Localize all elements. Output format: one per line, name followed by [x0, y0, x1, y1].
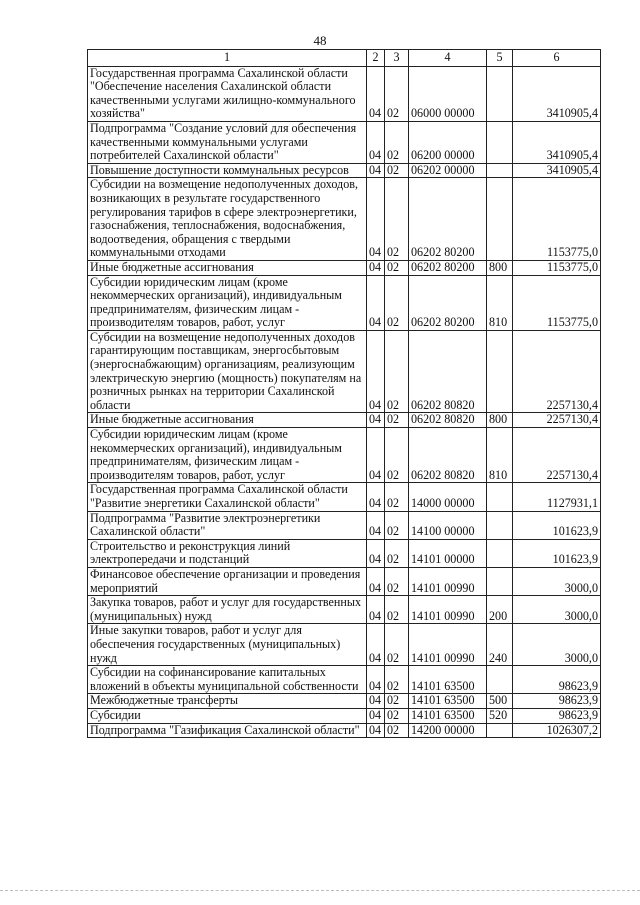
row-target-article-cell: 14101 00000	[409, 539, 487, 567]
row-amount-cell: 101623,9	[513, 511, 601, 539]
row-code-rz-cell: 04	[367, 539, 385, 567]
table-row	[88, 666, 601, 694]
table-row	[88, 163, 601, 178]
column-header: 6	[513, 50, 601, 67]
row-code-pr-cell: 02	[385, 260, 409, 275]
row-target-article-cell: 14200 00000	[409, 723, 487, 738]
row-code-rz-cell: 04	[367, 330, 385, 413]
row-expense-type-cell	[487, 511, 513, 539]
row-expense-type-cell: 800	[487, 260, 513, 275]
row-target-article-cell: 14100 00000	[409, 511, 487, 539]
row-code-rz-cell: 04	[367, 624, 385, 666]
page-number: 48	[313, 33, 327, 48]
row-target-article-cell: 14101 63500	[409, 708, 487, 723]
row-name-cell: Подпрограмма "Развитие электроэнергетики Сахалинской области"	[88, 511, 367, 539]
row-amount-cell: 3000,0	[513, 596, 601, 624]
row-code-rz-cell: 04	[367, 66, 385, 121]
row-code-pr-cell: 02	[385, 596, 409, 624]
row-code-pr-cell: 02	[385, 539, 409, 567]
row-amount-cell: 3410905,4	[513, 121, 601, 163]
row-code-rz-cell: 04	[367, 567, 385, 595]
table-row	[88, 66, 601, 121]
row-target-article-cell: 06202 00000	[409, 163, 487, 178]
table-row	[88, 708, 601, 723]
row-code-pr-cell: 02	[385, 708, 409, 723]
row-expense-type-cell	[487, 483, 513, 511]
row-amount-cell: 3000,0	[513, 567, 601, 595]
row-target-article-cell: 14101 63500	[409, 666, 487, 694]
table-row	[88, 694, 601, 709]
row-code-rz-cell: 04	[367, 413, 385, 428]
row-code-rz-cell: 04	[367, 275, 385, 330]
row-expense-type-cell	[487, 666, 513, 694]
row-target-article-cell: 14000 00000	[409, 483, 487, 511]
row-expense-type-cell: 520	[487, 708, 513, 723]
row-name-cell: Субсидии на софинансирование капитальных вложений в объекты муниципальной собственности	[88, 666, 367, 694]
row-code-pr-cell: 02	[385, 723, 409, 738]
row-code-rz-cell: 04	[367, 178, 385, 261]
row-code-pr-cell: 02	[385, 413, 409, 428]
column-header: 4	[409, 50, 487, 67]
table-row	[88, 511, 601, 539]
row-amount-cell: 1153775,0	[513, 178, 601, 261]
header-row	[88, 50, 601, 67]
column-header: 2	[367, 50, 385, 67]
row-code-pr-cell: 02	[385, 330, 409, 413]
row-name-cell: Субсидии юридическим лицам (кроме некоммерческих организаций), индивидуальным предпринимателям, физическим лицам - производителям товаров, работ, услуг	[88, 428, 367, 483]
row-name-cell: Субсидии	[88, 708, 367, 723]
row-amount-cell: 98623,9	[513, 694, 601, 709]
table-row	[88, 121, 601, 163]
row-amount-cell: 3410905,4	[513, 66, 601, 121]
table-row	[88, 260, 601, 275]
row-target-article-cell: 06202 80820	[409, 330, 487, 413]
row-expense-type-cell	[487, 567, 513, 595]
row-expense-type-cell	[487, 178, 513, 261]
row-target-article-cell: 14101 00990	[409, 567, 487, 595]
row-name-cell: Строительство и реконструкция линий электропередачи и подстанций	[88, 539, 367, 567]
row-code-rz-cell: 04	[367, 260, 385, 275]
row-target-article-cell: 14101 63500	[409, 694, 487, 709]
row-amount-cell: 2257130,4	[513, 413, 601, 428]
row-name-cell: Субсидии на возмещение недополученных доходов гарантирующим поставщикам, энергосбытовым (энергоснабжающим) организациям, реализующим электрическую энергию (мощность) покупателям на розничных рынках на территории Сахалинской области	[88, 330, 367, 413]
row-code-pr-cell: 02	[385, 483, 409, 511]
row-name-cell: Субсидии на возмещение недополученных доходов, возникающих в результате государственного регулирования тарифов в сфере электроэнергетики, газоснабжения, теплоснабжения, водоснабжения, водоотведения, обращения с твердыми коммунальными отходами	[88, 178, 367, 261]
row-code-pr-cell: 02	[385, 567, 409, 595]
row-code-pr-cell: 02	[385, 275, 409, 330]
row-name-cell: Государственная программа Сахалинской области "Обеспечение населения Сахалинской области качественными услугами жилищно-коммунального хозяйства"	[88, 66, 367, 121]
row-code-rz-cell: 04	[367, 483, 385, 511]
row-amount-cell: 98623,9	[513, 666, 601, 694]
row-amount-cell: 1153775,0	[513, 260, 601, 275]
row-expense-type-cell	[487, 723, 513, 738]
row-name-cell: Межбюджетные трансферты	[88, 694, 367, 709]
row-expense-type-cell	[487, 163, 513, 178]
table-row	[88, 624, 601, 666]
row-code-pr-cell: 02	[385, 511, 409, 539]
column-header: 1	[88, 50, 367, 67]
row-code-pr-cell: 02	[385, 428, 409, 483]
row-target-article-cell: 14101 00990	[409, 596, 487, 624]
table-row	[88, 178, 601, 261]
row-target-article-cell: 06202 80200	[409, 275, 487, 330]
row-name-cell: Субсидии юридическим лицам (кроме некоммерческих организаций), индивидуальным предпринимателям, физическим лицам - производителям товаров, работ, услуг	[88, 275, 367, 330]
row-code-rz-cell: 04	[367, 163, 385, 178]
row-name-cell: Государственная программа Сахалинской области "Развитие энергетики Сахалинской области"	[88, 483, 367, 511]
row-name-cell: Иные закупки товаров, работ и услуг для обеспечения государственных (муниципальных) нужд	[88, 624, 367, 666]
row-expense-type-cell: 200	[487, 596, 513, 624]
row-amount-cell: 1026307,2	[513, 723, 601, 738]
row-name-cell: Подпрограмма "Создание условий для обеспечения качественными коммунальными услугами потребителей Сахалинской области"	[88, 121, 367, 163]
row-expense-type-cell	[487, 66, 513, 121]
row-code-rz-cell: 04	[367, 666, 385, 694]
row-expense-type-cell: 800	[487, 413, 513, 428]
row-name-cell: Подпрограмма "Газификация Сахалинской области"	[88, 723, 367, 738]
row-target-article-cell: 06200 00000	[409, 121, 487, 163]
row-target-article-cell: 06202 80820	[409, 413, 487, 428]
row-expense-type-cell: 810	[487, 275, 513, 330]
column-header: 3	[385, 50, 409, 67]
row-expense-type-cell: 810	[487, 428, 513, 483]
row-code-pr-cell: 02	[385, 666, 409, 694]
row-target-article-cell: 14101 00990	[409, 624, 487, 666]
row-target-article-cell: 06202 80820	[409, 428, 487, 483]
table-row	[88, 596, 601, 624]
row-code-pr-cell: 02	[385, 624, 409, 666]
table-row	[88, 539, 601, 567]
row-code-rz-cell: 04	[367, 511, 385, 539]
row-amount-cell: 1153775,0	[513, 275, 601, 330]
row-name-cell: Иные бюджетные ассигнования	[88, 413, 367, 428]
row-expense-type-cell: 500	[487, 694, 513, 709]
table-row	[88, 567, 601, 595]
row-code-rz-cell: 04	[367, 694, 385, 709]
row-amount-cell: 101623,9	[513, 539, 601, 567]
budget-table	[87, 49, 601, 738]
row-amount-cell: 3410905,4	[513, 163, 601, 178]
row-amount-cell: 1127931,1	[513, 483, 601, 511]
row-amount-cell: 2257130,4	[513, 330, 601, 413]
scan-artifact-line	[0, 890, 640, 891]
row-code-rz-cell: 04	[367, 596, 385, 624]
row-name-cell: Закупка товаров, работ и услуг для государственных (муниципальных) нужд	[88, 596, 367, 624]
row-target-article-cell: 06202 80200	[409, 178, 487, 261]
table-row	[88, 723, 601, 738]
table-row	[88, 330, 601, 413]
row-code-rz-cell: 04	[367, 708, 385, 723]
row-code-pr-cell: 02	[385, 163, 409, 178]
row-code-pr-cell: 02	[385, 66, 409, 121]
row-code-pr-cell: 02	[385, 178, 409, 261]
table-row	[88, 413, 601, 428]
row-code-rz-cell: 04	[367, 428, 385, 483]
table-row	[88, 275, 601, 330]
row-target-article-cell: 06000 00000	[409, 66, 487, 121]
row-name-cell: Иные бюджетные ассигнования	[88, 260, 367, 275]
row-target-article-cell: 06202 80200	[409, 260, 487, 275]
row-expense-type-cell	[487, 330, 513, 413]
row-code-rz-cell: 04	[367, 121, 385, 163]
row-code-rz-cell: 04	[367, 723, 385, 738]
column-header: 5	[487, 50, 513, 67]
row-code-pr-cell: 02	[385, 694, 409, 709]
table-row	[88, 483, 601, 511]
row-name-cell: Повышение доступности коммунальных ресурсов	[88, 163, 367, 178]
row-amount-cell: 2257130,4	[513, 428, 601, 483]
row-expense-type-cell	[487, 121, 513, 163]
row-amount-cell: 3000,0	[513, 624, 601, 666]
row-expense-type-cell: 240	[487, 624, 513, 666]
row-name-cell: Финансовое обеспечение организации и проведения мероприятий	[88, 567, 367, 595]
table-row	[88, 428, 601, 483]
row-amount-cell: 98623,9	[513, 708, 601, 723]
row-code-pr-cell: 02	[385, 121, 409, 163]
row-expense-type-cell	[487, 539, 513, 567]
